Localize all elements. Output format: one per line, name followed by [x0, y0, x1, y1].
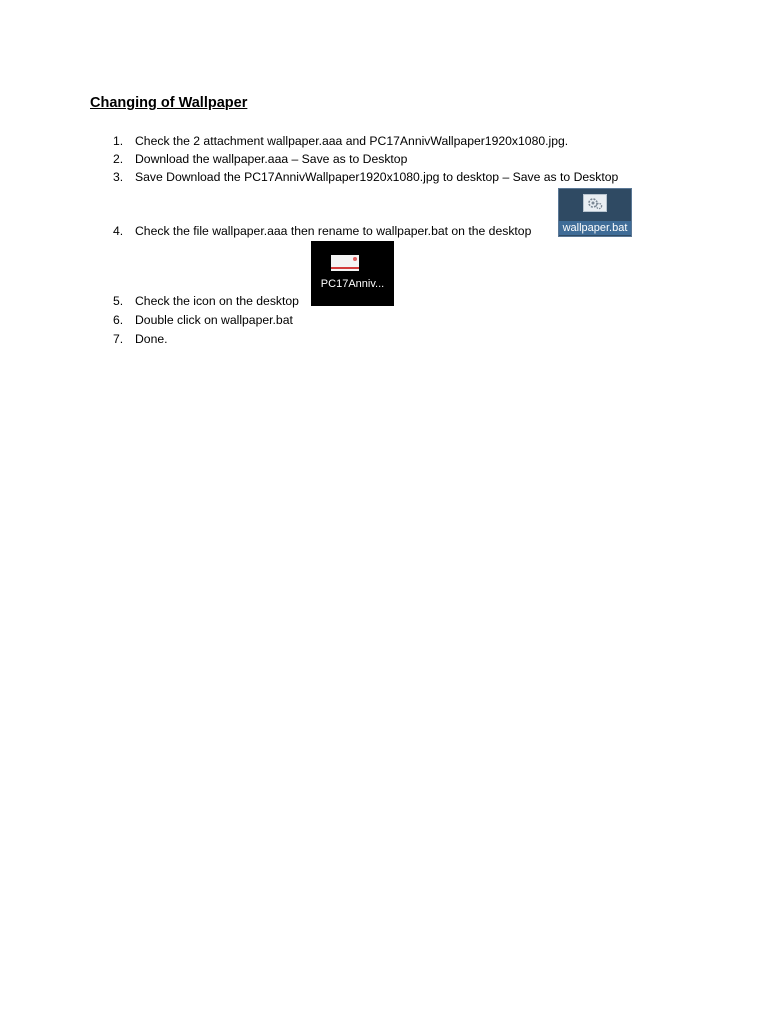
step-1: [113, 133, 568, 149]
step-number: 1.: [113, 134, 124, 148]
step-number: 4.: [113, 224, 124, 238]
step-number: 5.: [113, 294, 124, 308]
step-number: 7.: [113, 332, 124, 346]
wallpaper-bat-desktop-icon: [558, 188, 632, 237]
step-text: Check the 2 attachment wallpaper.aaa and PC17AnnivWallpaper1920x1080.jpg.: [135, 134, 569, 148]
step-text: Check the file wallpaper.aaa then rename to wallpaper.bat on the desktop: [135, 224, 532, 238]
step-2: [113, 151, 407, 167]
step-text: Check the icon on the desktop: [135, 294, 299, 308]
step-number: 3.: [113, 170, 124, 184]
step-text: Save Download the PC17AnnivWallpaper1920x1080.jpg to desktop – Save as to Desktop: [135, 170, 619, 184]
batch-file-gear-icon: [583, 194, 607, 212]
step-5: [113, 293, 299, 309]
step-text: Download the wallpaper.aaa – Save as to Desktop: [135, 152, 408, 166]
step-number: 6.: [113, 313, 124, 327]
step-text: Done.: [135, 332, 168, 346]
step-text: Double click on wallpaper.bat: [135, 313, 293, 327]
pc17anniv-jpg-desktop-icon: [311, 241, 394, 306]
step-3: [113, 169, 618, 185]
step-number: 2.: [113, 152, 124, 166]
step-4: [113, 223, 531, 239]
pc17anniv-jpg-label: PC17Anniv...: [320, 278, 385, 290]
document-title: Changing of Wallpaper: [90, 95, 248, 111]
wallpaper-bat-label: wallpaper.bat: [559, 221, 631, 235]
image-file-icon: [331, 255, 359, 271]
step-6: [113, 312, 293, 328]
step-7: [113, 331, 168, 347]
